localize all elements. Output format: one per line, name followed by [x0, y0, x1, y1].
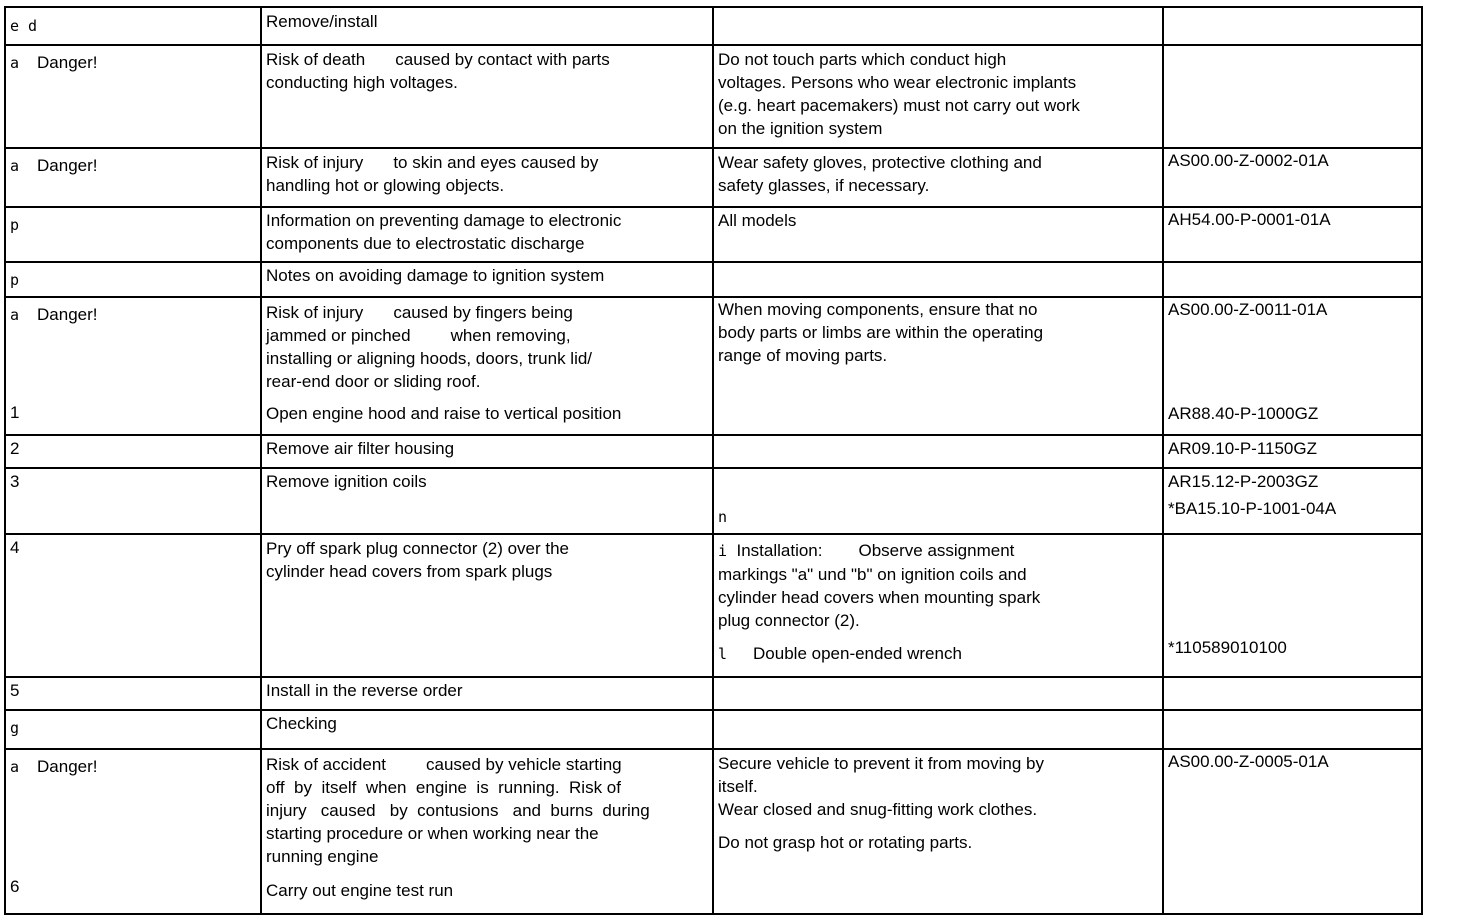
remedy-text: on the ignition system: [718, 119, 883, 138]
hazard-text: installing or aligning hoods, doors, trunk lid/: [266, 349, 593, 368]
table-row: [5, 677, 1422, 710]
document-reference[interactable]: AS00.00-Z-0011-01A: [1168, 300, 1328, 319]
table-row: [5, 207, 1422, 262]
remove-install-symbol: e d: [10, 17, 38, 35]
step-text: Carry out engine test run: [266, 881, 454, 900]
hazard-text: caused by fingers being: [393, 303, 573, 322]
remedy-text: Wear safety gloves, protective clothing and: [718, 153, 1042, 172]
table-row: [5, 534, 1422, 677]
hazard-text: starting procedure or when working near the: [266, 824, 599, 843]
model-applicability: All models: [718, 211, 797, 230]
table-row: [5, 710, 1422, 749]
step-number: 2: [10, 439, 20, 458]
danger-symbol: a: [10, 157, 20, 175]
hazard-text: rear-end door or sliding roof.: [266, 372, 481, 391]
hazard-text: injury caused by contusions and burns during: [266, 801, 650, 820]
step-text: cylinder head covers from spark plugs: [266, 562, 553, 581]
step-text: Pry off spark plug connector (2) over the: [266, 539, 570, 558]
tool-reference[interactable]: *110589010100: [1168, 638, 1287, 657]
step-number: 3: [10, 472, 20, 491]
installation-text: plug connector (2).: [718, 611, 860, 630]
step-reference[interactable]: AR15.12-P-2003GZ: [1168, 472, 1319, 491]
tool-name: Double open-ended wrench: [753, 644, 962, 663]
step-number: 5: [10, 681, 20, 700]
remedy-text: When moving components, ensure that no: [718, 300, 1038, 319]
document-reference[interactable]: *BA15.10-P-1001-04A: [1168, 499, 1337, 518]
danger-label: Danger!: [37, 305, 98, 324]
note-symbol: p: [10, 216, 20, 234]
hazard-text: to skin and eyes caused by: [393, 153, 599, 172]
info-symbol: n: [718, 508, 728, 526]
danger-symbol: a: [10, 758, 20, 776]
remedy-text: Do not touch parts which conduct high: [718, 50, 1007, 69]
remedy-text: Secure vehicle to prevent it from moving by: [718, 754, 1044, 773]
hazard-title: Risk of injury: [266, 303, 364, 322]
section-heading: Checking: [266, 714, 337, 733]
step-number: 1: [10, 403, 20, 422]
table-row: [5, 262, 1422, 297]
step-text: Remove ignition coils: [266, 472, 427, 491]
remedy-text: (e.g. heart pacemakers) must not carry out work: [718, 96, 1080, 115]
step-text: Install in the reverse order: [266, 681, 463, 700]
hazard-title: Risk of death: [266, 50, 366, 69]
note-text: Notes on avoiding damage to ignition system: [266, 266, 605, 285]
remedy-text: safety glasses, if necessary.: [718, 176, 930, 195]
tool-symbol: l: [718, 645, 728, 663]
remedy-text: range of moving parts.: [718, 346, 888, 365]
remedy-text: Wear closed and snug-fitting work clothes.: [718, 800, 1038, 819]
danger-symbol: a: [10, 54, 20, 72]
hazard-text: caused by vehicle starting: [426, 755, 622, 774]
hazard-text: running engine: [266, 847, 379, 866]
hazard-text: when removing,: [450, 326, 571, 345]
hazard-text: jammed or pinched: [266, 326, 411, 345]
hazard-title: Risk of injury: [266, 153, 364, 172]
remedy-text: itself.: [718, 777, 758, 796]
danger-symbol: a: [10, 306, 20, 324]
table-row: [5, 468, 1422, 534]
table-row: [5, 749, 1422, 914]
table-row: [5, 45, 1422, 148]
danger-label: Danger!: [37, 757, 98, 776]
step-reference[interactable]: AR09.10-P-1150GZ: [1168, 439, 1317, 458]
table-row: [5, 148, 1422, 207]
danger-label: Danger!: [37, 53, 98, 72]
hazard-text: off by itself when engine is running. Risk of: [266, 778, 621, 797]
document-reference[interactable]: AH54.00-P-0001-01A: [1168, 210, 1331, 229]
step-number: 4: [10, 538, 20, 557]
hazard-text: conducting high voltages.: [266, 73, 458, 92]
step-text: Remove air filter housing: [266, 439, 455, 458]
remedy-text: voltages. Persons who wear electronic implants: [718, 73, 1077, 92]
checking-symbol: g: [10, 719, 20, 737]
document-reference[interactable]: AS00.00-Z-0005-01A: [1168, 752, 1329, 771]
installation-text: cylinder head covers when mounting spark: [718, 588, 1041, 607]
installation-label: Installation:: [736, 541, 823, 560]
procedure-table: [4, 6, 1423, 915]
remedy-text: body parts or limbs are within the operating: [718, 323, 1044, 342]
step-number: 6: [10, 877, 20, 896]
remedy-text: Do not grasp hot or rotating parts.: [718, 833, 973, 852]
danger-label: Danger!: [37, 156, 98, 175]
table-row: [5, 435, 1422, 468]
document-reference[interactable]: AS00.00-Z-0002-01A: [1168, 151, 1329, 170]
hazard-title: Risk of accident: [266, 755, 386, 774]
note-text: Information on preventing damage to electronic: [266, 211, 622, 230]
table-row: [5, 297, 1422, 435]
installation-text: Observe assignment: [858, 541, 1015, 560]
step-reference[interactable]: AR88.40-P-1000GZ: [1168, 404, 1319, 423]
hazard-text: handling hot or glowing objects.: [266, 176, 505, 195]
hazard-text: caused by contact with parts: [395, 50, 610, 69]
note-symbol: p: [10, 271, 20, 289]
section-heading: Remove/install: [266, 12, 378, 31]
installation-text: markings "a" und "b" on ignition coils and: [718, 565, 1027, 584]
installation-symbol: i: [718, 542, 728, 560]
step-text: Open engine hood and raise to vertical position: [266, 404, 622, 423]
table-row: [5, 7, 1422, 45]
note-text: components due to electrostatic discharge: [266, 234, 585, 253]
